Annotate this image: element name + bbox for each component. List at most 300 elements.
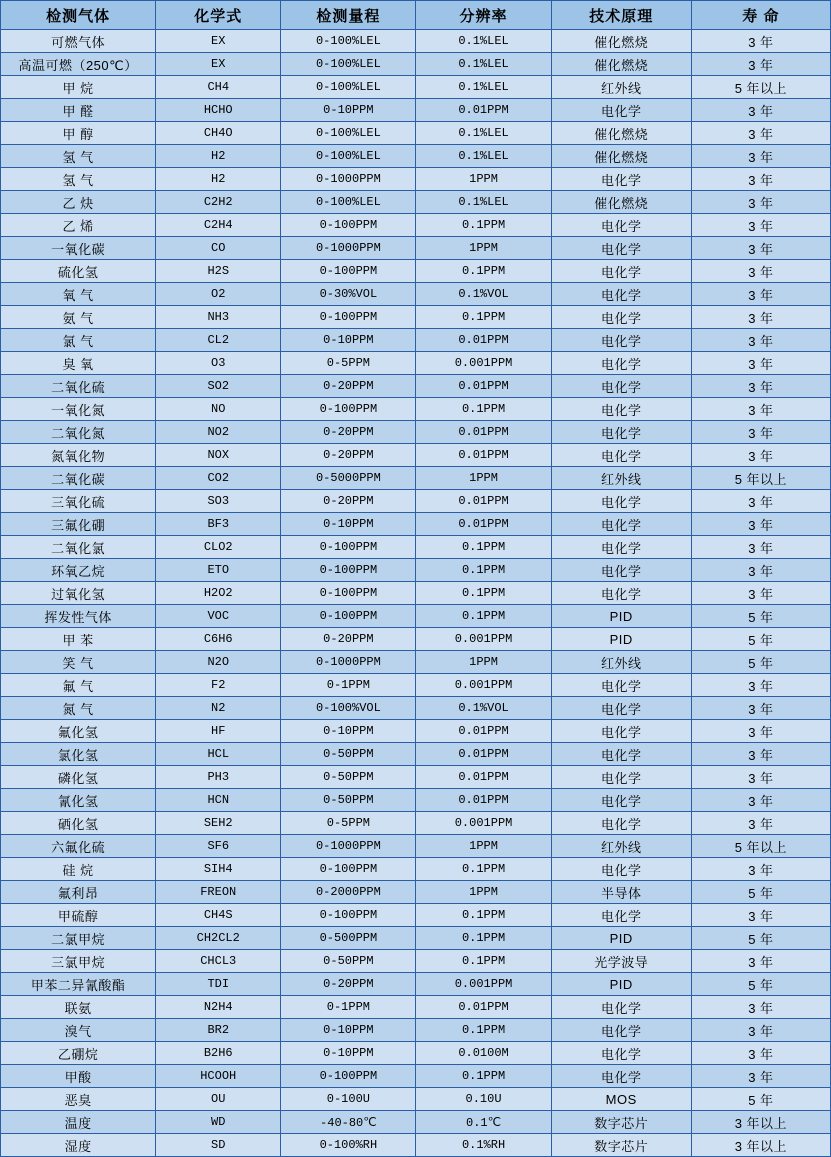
table-row xyxy=(1,996,831,1019)
table-cell: 催化燃烧 xyxy=(551,191,691,214)
table-cell: 恶臭 xyxy=(1,1088,156,1111)
table-cell: 0.01PPM xyxy=(416,490,551,513)
table-row xyxy=(1,881,831,904)
table-cell: 3 年 xyxy=(691,674,830,697)
table-cell: 0-100%LEL xyxy=(281,122,416,145)
table-cell: 二氧化碳 xyxy=(1,467,156,490)
table-cell: 3 年 xyxy=(691,283,830,306)
table-cell: HCHO xyxy=(156,99,281,122)
table-cell: 电化学 xyxy=(551,375,691,398)
table-cell: 0-100PPM xyxy=(281,260,416,283)
table-cell: 电化学 xyxy=(551,674,691,697)
table-cell: 氟化氢 xyxy=(1,720,156,743)
table-row xyxy=(1,283,831,306)
table-cell: 电化学 xyxy=(551,260,691,283)
table-cell: 3 年 xyxy=(691,490,830,513)
table-row xyxy=(1,145,831,168)
table-cell: 甲 烷 xyxy=(1,76,156,99)
table-cell: 硫化氢 xyxy=(1,260,156,283)
table-cell: 0-5000PPM xyxy=(281,467,416,490)
table-cell: CLO2 xyxy=(156,536,281,559)
table-cell: 电化学 xyxy=(551,513,691,536)
table-cell: 0.1PPM xyxy=(416,1019,551,1042)
table-header-row xyxy=(1,1,831,30)
table-row xyxy=(1,1111,831,1134)
table-cell: 3 年 xyxy=(691,122,830,145)
table-cell: 0-100%VOL xyxy=(281,697,416,720)
table-cell: SD xyxy=(156,1134,281,1157)
table-cell: 3 年以上 xyxy=(691,1134,830,1157)
table-cell: 甲 醇 xyxy=(1,122,156,145)
table-cell: 电化学 xyxy=(551,904,691,927)
table-cell: 3 年 xyxy=(691,858,830,881)
table-row xyxy=(1,53,831,76)
table-cell: 0.1PPM xyxy=(416,1065,551,1088)
table-cell: 0-100%LEL xyxy=(281,145,416,168)
table-cell: 0-10PPM xyxy=(281,329,416,352)
table-cell: 氯化氢 xyxy=(1,743,156,766)
table-cell: 电化学 xyxy=(551,237,691,260)
table-cell: CHCL3 xyxy=(156,950,281,973)
table-cell: SEH2 xyxy=(156,812,281,835)
table-cell: 3 年 xyxy=(691,237,830,260)
table-cell: 3 年 xyxy=(691,329,830,352)
table-cell: 湿度 xyxy=(1,1134,156,1157)
table-cell: 0-30%VOL xyxy=(281,283,416,306)
table-cell: CH2CL2 xyxy=(156,927,281,950)
table-cell: 0.01PPM xyxy=(416,329,551,352)
table-cell: 挥发性气体 xyxy=(1,605,156,628)
table-cell: 三氯甲烷 xyxy=(1,950,156,973)
table-cell: 0.1PPM xyxy=(416,582,551,605)
table-cell: CL2 xyxy=(156,329,281,352)
table-cell: 3 年 xyxy=(691,697,830,720)
table-cell: 0.01PPM xyxy=(416,421,551,444)
table-cell: MOS xyxy=(551,1088,691,1111)
table-row xyxy=(1,122,831,145)
table-row xyxy=(1,743,831,766)
table-cell: NO xyxy=(156,398,281,421)
table-cell: SIH4 xyxy=(156,858,281,881)
table-cell: 0.01PPM xyxy=(416,789,551,812)
table-cell: 数字芯片 xyxy=(551,1111,691,1134)
table-cell: 催化燃烧 xyxy=(551,122,691,145)
table-cell: 0-100PPM xyxy=(281,904,416,927)
table-cell: 0.001PPM xyxy=(416,674,551,697)
table-row xyxy=(1,30,831,53)
table-cell: 3 年以上 xyxy=(691,1111,830,1134)
table-cell: 0.01PPM xyxy=(416,743,551,766)
table-cell: 半导体 xyxy=(551,881,691,904)
table-cell: 电化学 xyxy=(551,214,691,237)
table-cell: 电化学 xyxy=(551,536,691,559)
table-cell: 0.01PPM xyxy=(416,513,551,536)
table-cell: N2 xyxy=(156,697,281,720)
table-row xyxy=(1,352,831,375)
table-cell: 3 年 xyxy=(691,421,830,444)
table-cell: 5 年以上 xyxy=(691,76,830,99)
table-cell: H2 xyxy=(156,145,281,168)
table-row xyxy=(1,766,831,789)
table-cell: O2 xyxy=(156,283,281,306)
table-cell: 0-5PPM xyxy=(281,352,416,375)
table-header xyxy=(1,1,831,30)
table-cell: 0.1%RH xyxy=(416,1134,551,1157)
table-cell: 电化学 xyxy=(551,1019,691,1042)
table-cell: 红外线 xyxy=(551,76,691,99)
table-cell: 0.001PPM xyxy=(416,352,551,375)
table-cell: B2H6 xyxy=(156,1042,281,1065)
table-cell: 红外线 xyxy=(551,835,691,858)
table-cell: O3 xyxy=(156,352,281,375)
table-cell: 电化学 xyxy=(551,996,691,1019)
table-cell: 3 年 xyxy=(691,904,830,927)
table-cell: 0.1PPM xyxy=(416,536,551,559)
table-cell: 0.001PPM xyxy=(416,973,551,996)
table-cell: 氢 气 xyxy=(1,145,156,168)
table-cell: 电化学 xyxy=(551,421,691,444)
table-cell: 甲苯二异氰酸酯 xyxy=(1,973,156,996)
table-cell: 电化学 xyxy=(551,352,691,375)
table-row xyxy=(1,490,831,513)
table-cell: 5 年 xyxy=(691,605,830,628)
table-row xyxy=(1,789,831,812)
table-cell: 电化学 xyxy=(551,766,691,789)
table-cell: HF xyxy=(156,720,281,743)
table-cell: 0-20PPM xyxy=(281,444,416,467)
table-cell: 0-100PPM xyxy=(281,858,416,881)
table-cell: 0-10PPM xyxy=(281,1042,416,1065)
table-cell: 3 年 xyxy=(691,513,830,536)
table-cell: 电化学 xyxy=(551,99,691,122)
table-cell: 0-1000PPM xyxy=(281,237,416,260)
table-cell: 0-20PPM xyxy=(281,375,416,398)
table-cell: 0-50PPM xyxy=(281,950,416,973)
table-cell: 0-100PPM xyxy=(281,582,416,605)
table-cell: SF6 xyxy=(156,835,281,858)
table-cell: 0-2000PPM xyxy=(281,881,416,904)
table-cell: 硒化氢 xyxy=(1,812,156,835)
table-cell: PID xyxy=(551,605,691,628)
table-row xyxy=(1,467,831,490)
table-cell: 3 年 xyxy=(691,99,830,122)
table-row xyxy=(1,720,831,743)
table-cell: 0-100%RH xyxy=(281,1134,416,1157)
table-cell: 5 年以上 xyxy=(691,467,830,490)
table-cell: BF3 xyxy=(156,513,281,536)
table-cell: 硅 烷 xyxy=(1,858,156,881)
table-cell: 臭 氧 xyxy=(1,352,156,375)
table-cell: 0-50PPM xyxy=(281,743,416,766)
table-cell: OU xyxy=(156,1088,281,1111)
table-cell: 笑 气 xyxy=(1,651,156,674)
table-cell: 电化学 xyxy=(551,697,691,720)
table-cell: 电化学 xyxy=(551,168,691,191)
column-header-formula: 化学式 xyxy=(156,1,281,30)
table-cell: SO3 xyxy=(156,490,281,513)
table-cell: 电化学 xyxy=(551,789,691,812)
table-cell: 溴气 xyxy=(1,1019,156,1042)
table-cell: 0-100PPM xyxy=(281,306,416,329)
table-cell: 0-1PPM xyxy=(281,674,416,697)
table-cell: 1PPM xyxy=(416,168,551,191)
table-cell: 0-100PPM xyxy=(281,214,416,237)
table-row xyxy=(1,1065,831,1088)
table-row xyxy=(1,1042,831,1065)
table-cell: 5 年 xyxy=(691,881,830,904)
table-cell: 氨 气 xyxy=(1,306,156,329)
table-cell: 甲 醛 xyxy=(1,99,156,122)
table-cell: TDI xyxy=(156,973,281,996)
table-cell: 1PPM xyxy=(416,467,551,490)
table-row xyxy=(1,99,831,122)
table-cell: 0.10U xyxy=(416,1088,551,1111)
table-row xyxy=(1,421,831,444)
table-cell: 甲硫醇 xyxy=(1,904,156,927)
column-header-gas: 检测气体 xyxy=(1,1,156,30)
table-cell: 磷化氢 xyxy=(1,766,156,789)
table-cell: 0.01PPM xyxy=(416,444,551,467)
table-cell: CO2 xyxy=(156,467,281,490)
table-cell: 3 年 xyxy=(691,191,830,214)
table-cell: 3 年 xyxy=(691,720,830,743)
table-cell: 电化学 xyxy=(551,559,691,582)
table-cell: 0.001PPM xyxy=(416,628,551,651)
table-cell: C2H2 xyxy=(156,191,281,214)
column-header-range: 检测量程 xyxy=(281,1,416,30)
table-row xyxy=(1,329,831,352)
table-cell: 3 年 xyxy=(691,30,830,53)
table-cell: 电化学 xyxy=(551,283,691,306)
table-cell: 0-100PPM xyxy=(281,559,416,582)
table-cell: 催化燃烧 xyxy=(551,53,691,76)
table-cell: 0-50PPM xyxy=(281,766,416,789)
table-cell: 过氧化氢 xyxy=(1,582,156,605)
table-cell: 电化学 xyxy=(551,720,691,743)
table-cell: 0-500PPM xyxy=(281,927,416,950)
table-cell: 1PPM xyxy=(416,835,551,858)
table-cell: 0-100PPM xyxy=(281,1065,416,1088)
table-cell: 3 年 xyxy=(691,214,830,237)
table-cell: NO2 xyxy=(156,421,281,444)
table-cell: 0-1000PPM xyxy=(281,835,416,858)
table-row xyxy=(1,444,831,467)
table-cell: 催化燃烧 xyxy=(551,145,691,168)
table-row xyxy=(1,375,831,398)
table-row xyxy=(1,904,831,927)
table-cell: 红外线 xyxy=(551,651,691,674)
table-cell: 0.1PPM xyxy=(416,950,551,973)
table-cell: 0-100%LEL xyxy=(281,191,416,214)
table-cell: 5 年以上 xyxy=(691,835,830,858)
table-cell: H2O2 xyxy=(156,582,281,605)
table-cell: 0.1%VOL xyxy=(416,283,551,306)
table-cell: EX xyxy=(156,30,281,53)
table-cell: H2 xyxy=(156,168,281,191)
table-row xyxy=(1,858,831,881)
table-row xyxy=(1,582,831,605)
table-cell: 3 年 xyxy=(691,53,830,76)
table-cell: 3 年 xyxy=(691,260,830,283)
table-cell: CH4O xyxy=(156,122,281,145)
table-cell: -40-80℃ xyxy=(281,1111,416,1134)
table-cell: 0-10PPM xyxy=(281,99,416,122)
table-cell: 3 年 xyxy=(691,536,830,559)
table-cell: F2 xyxy=(156,674,281,697)
table-cell: 数字芯片 xyxy=(551,1134,691,1157)
table-row xyxy=(1,260,831,283)
table-cell: 电化学 xyxy=(551,812,691,835)
table-row xyxy=(1,697,831,720)
table-cell: C2H4 xyxy=(156,214,281,237)
table-row xyxy=(1,398,831,421)
table-cell: CH4 xyxy=(156,76,281,99)
table-body xyxy=(1,30,831,1157)
table-cell: 0.1%LEL xyxy=(416,122,551,145)
table-row xyxy=(1,559,831,582)
table-row xyxy=(1,513,831,536)
table-cell: EX xyxy=(156,53,281,76)
table-cell: 0.1%LEL xyxy=(416,53,551,76)
table-cell: 3 年 xyxy=(691,743,830,766)
table-cell: HCN xyxy=(156,789,281,812)
table-cell: 0.01PPM xyxy=(416,996,551,1019)
table-cell: 0.1%LEL xyxy=(416,145,551,168)
table-cell: 0.1PPM xyxy=(416,559,551,582)
table-cell: 氟利昂 xyxy=(1,881,156,904)
table-cell: 0-1000PPM xyxy=(281,168,416,191)
table-cell: 0.01PPM xyxy=(416,375,551,398)
table-cell: 1PPM xyxy=(416,237,551,260)
table-cell: 0-100PPM xyxy=(281,536,416,559)
table-cell: 六氟化硫 xyxy=(1,835,156,858)
table-cell: HCOOH xyxy=(156,1065,281,1088)
table-cell: 光学波导 xyxy=(551,950,691,973)
table-cell: 0.001PPM xyxy=(416,812,551,835)
table-cell: N2O xyxy=(156,651,281,674)
table-cell: 0-20PPM xyxy=(281,490,416,513)
table-cell: 环氧乙烷 xyxy=(1,559,156,582)
table-cell: 0.1%VOL xyxy=(416,697,551,720)
table-cell: 1PPM xyxy=(416,651,551,674)
table-cell: 氯 气 xyxy=(1,329,156,352)
table-cell: 0-100U xyxy=(281,1088,416,1111)
table-row xyxy=(1,191,831,214)
table-cell: 3 年 xyxy=(691,1042,830,1065)
table-cell: H2S xyxy=(156,260,281,283)
table-cell: 催化燃烧 xyxy=(551,30,691,53)
table-cell: BR2 xyxy=(156,1019,281,1042)
table-cell: 5 年 xyxy=(691,927,830,950)
table-cell: 3 年 xyxy=(691,1065,830,1088)
table-cell: 0-1000PPM xyxy=(281,651,416,674)
table-cell: 3 年 xyxy=(691,1019,830,1042)
table-cell: 电化学 xyxy=(551,1042,691,1065)
table-row xyxy=(1,1134,831,1157)
table-cell: VOC xyxy=(156,605,281,628)
column-header-principle: 技术原理 xyxy=(551,1,691,30)
table-cell: 电化学 xyxy=(551,1065,691,1088)
table-cell: 联氨 xyxy=(1,996,156,1019)
table-cell: N2H4 xyxy=(156,996,281,1019)
table-cell: 电化学 xyxy=(551,398,691,421)
table-cell: 0-20PPM xyxy=(281,973,416,996)
table-cell: WD xyxy=(156,1111,281,1134)
table-cell: 0.01PPM xyxy=(416,766,551,789)
table-cell: 3 年 xyxy=(691,789,830,812)
table-cell: 0.01PPM xyxy=(416,720,551,743)
table-row xyxy=(1,1019,831,1042)
table-cell: 3 年 xyxy=(691,306,830,329)
table-cell: 氮 气 xyxy=(1,697,156,720)
table-cell: 0.01PPM xyxy=(416,99,551,122)
table-row xyxy=(1,628,831,651)
table-row xyxy=(1,651,831,674)
table-row xyxy=(1,237,831,260)
table-cell: 0.1PPM xyxy=(416,398,551,421)
table-row xyxy=(1,927,831,950)
table-cell: 一氧化氮 xyxy=(1,398,156,421)
table-row xyxy=(1,306,831,329)
table-cell: 0-20PPM xyxy=(281,628,416,651)
table-cell: 乙 烯 xyxy=(1,214,156,237)
table-cell: 可燃气体 xyxy=(1,30,156,53)
table-cell: C6H6 xyxy=(156,628,281,651)
table-cell: 0-50PPM xyxy=(281,789,416,812)
table-cell: FREON xyxy=(156,881,281,904)
column-header-lifetime: 寿 命 xyxy=(691,1,830,30)
table-cell: 0.0100M xyxy=(416,1042,551,1065)
table-cell: PID xyxy=(551,973,691,996)
table-cell: 电化学 xyxy=(551,444,691,467)
table-cell: 甲酸 xyxy=(1,1065,156,1088)
table-cell: NH3 xyxy=(156,306,281,329)
table-cell: CH4S xyxy=(156,904,281,927)
column-header-resolution: 分辨率 xyxy=(416,1,551,30)
table-cell: 5 年 xyxy=(691,651,830,674)
table-cell: 二氧化氮 xyxy=(1,421,156,444)
table-cell: 0-10PPM xyxy=(281,720,416,743)
table-cell: 3 年 xyxy=(691,812,830,835)
table-cell: SO2 xyxy=(156,375,281,398)
table-cell: 5 年 xyxy=(691,973,830,996)
table-cell: ETO xyxy=(156,559,281,582)
table-cell: 乙 炔 xyxy=(1,191,156,214)
table-cell: 0-1PPM xyxy=(281,996,416,1019)
table-cell: 氰化氢 xyxy=(1,789,156,812)
table-cell: 0-10PPM xyxy=(281,513,416,536)
table-cell: 3 年 xyxy=(691,145,830,168)
table-cell: 3 年 xyxy=(691,375,830,398)
table-cell: 电化学 xyxy=(551,582,691,605)
table-cell: 0-10PPM xyxy=(281,1019,416,1042)
table-cell: 氢 气 xyxy=(1,168,156,191)
table-cell: 0.1PPM xyxy=(416,904,551,927)
table-cell: 氟 气 xyxy=(1,674,156,697)
table-cell: 5 年 xyxy=(691,1088,830,1111)
table-cell: 5 年 xyxy=(691,628,830,651)
table-cell: PID xyxy=(551,927,691,950)
table-row xyxy=(1,536,831,559)
table-cell: 红外线 xyxy=(551,467,691,490)
table-cell: 一氧化碳 xyxy=(1,237,156,260)
table-cell: 二氧化氯 xyxy=(1,536,156,559)
table-cell: 甲 苯 xyxy=(1,628,156,651)
table-cell: PID xyxy=(551,628,691,651)
table-cell: 0-100%LEL xyxy=(281,30,416,53)
table-cell: 0.1PPM xyxy=(416,260,551,283)
table-cell: 3 年 xyxy=(691,168,830,191)
